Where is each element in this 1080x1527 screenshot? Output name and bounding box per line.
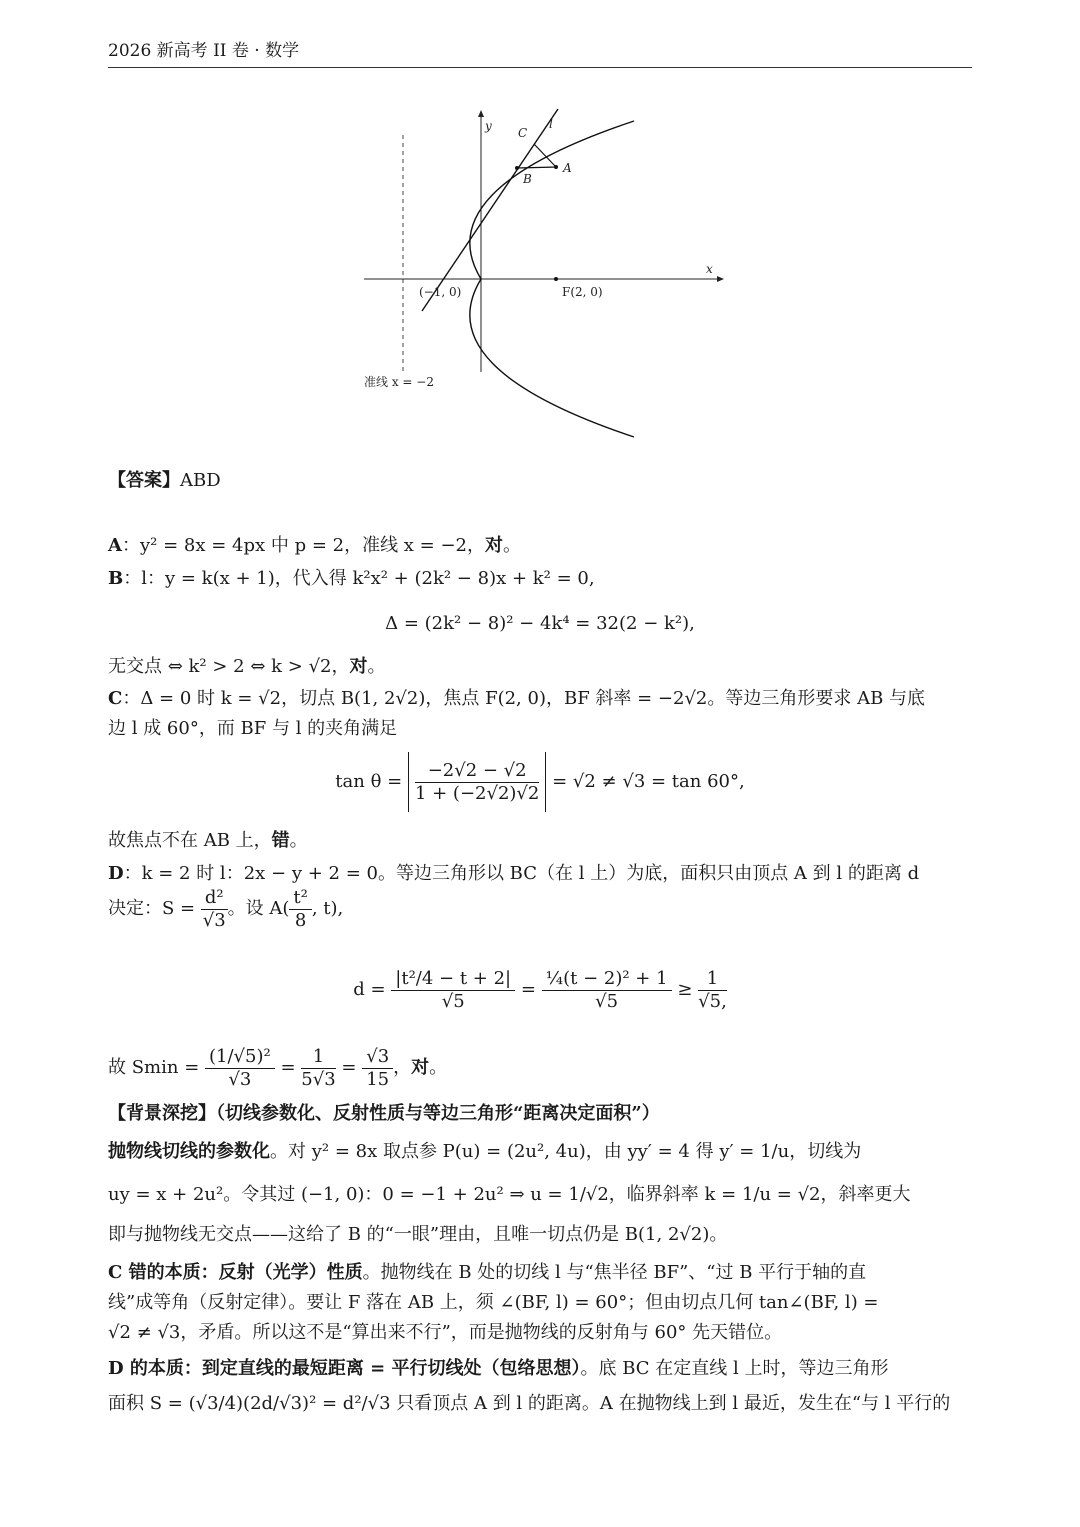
dist-frac1	[391, 968, 515, 1013]
bg-p2-text1: 。抛物线在 B 处的切线 l 与“焦半径 BF”、“过 B 平行于轴的直	[362, 1262, 867, 1283]
smin-frac2	[301, 1046, 335, 1091]
point-a-dot	[554, 165, 558, 169]
text-a: ：y² = 8x = 4px 中 p = 2，准线 x = −2，	[121, 535, 486, 556]
tag-b: B	[108, 568, 124, 589]
x-axis-label: x	[706, 262, 713, 276]
tan-abs	[408, 752, 546, 812]
bg-p1-line2: uy = x + 2u²。令其过 (−1, 0)：0 = −1 + 2u² ⇒ u = 1/√2，临界斜率 k = 1/u = √2，斜率更大	[108, 1184, 911, 1205]
smin-eq1: =	[280, 1057, 296, 1078]
verdict-b: 对	[349, 656, 368, 677]
a-num: t²	[289, 887, 311, 910]
s-num: d²	[201, 887, 228, 910]
bg-p3-line2: 面积 S = (√3/4)(2d/√3)² = d²/√3 只看顶点 A 到 l 的距离。A 在抛物线上到 l 最近，发生在“与 l 平行的	[108, 1393, 951, 1414]
text-d-1: ：k = 2 时 l：2x − y + 2 = 0。等边三角形以 BC（在 l 上）为底，面积只由顶点 A 到 l 的距离 d	[123, 863, 920, 884]
bg-p2-line1	[108, 1259, 972, 1287]
verdict-c: 错	[271, 830, 290, 851]
bg-p1-line1	[108, 1138, 972, 1166]
smin-den2: 5√3	[301, 1068, 336, 1090]
bg-p1-head: 抛物线切线的参数化	[108, 1141, 270, 1162]
dist-den1: √5	[441, 990, 465, 1012]
formula-b: Δ = (2k² − 8)² − 4k⁴ = 32(2 − k²),	[385, 613, 695, 634]
smin-num2: 1	[301, 1046, 335, 1069]
end-b: 。	[367, 656, 386, 677]
text-c-1: ：Δ = 0 时 k = √2，切点 B(1, 2√2)，焦点 F(2, 0)，BF 斜率 = −2√2。等边三角形要求 AB 与底	[122, 688, 926, 709]
d-line2-b: 。设 A(	[227, 898, 290, 919]
answer-value: ABD	[180, 470, 221, 491]
parabola-figure	[356, 100, 736, 445]
dist-frac2	[542, 968, 672, 1013]
point-a-label: A	[563, 161, 572, 175]
bg-p1-line3: 即与抛物线无交点——这给了 B 的“一眼”理由，且唯一切点仍是 B(1, 2√2)。	[108, 1224, 728, 1245]
dist-eq: =	[520, 979, 536, 1000]
point-c-label: C	[518, 126, 528, 140]
smin-line	[108, 1043, 972, 1093]
tan-frac	[415, 760, 539, 805]
solution-c-line1	[108, 685, 972, 713]
focus-label: F(2, 0)	[562, 285, 603, 299]
smin-den1: √3	[228, 1068, 252, 1090]
verdict-d: 对	[411, 1057, 430, 1078]
s-den: √3	[202, 909, 226, 931]
dist-frac3	[698, 968, 727, 1013]
triangle-abc	[517, 144, 556, 168]
smin-num3: √3	[362, 1046, 393, 1069]
tan-num: −2√2 − √2	[415, 760, 539, 783]
origin-point-label: (−1, 0)	[419, 285, 462, 299]
a-frac	[289, 887, 311, 932]
tan-rhs: = √2 ≠ √3 = tan 60°,	[552, 771, 745, 792]
smin-lhs: 故 Smin =	[108, 1057, 200, 1078]
conclusion-b	[108, 653, 972, 681]
point-b-label: B	[523, 172, 532, 186]
bg-p2-head: C 错的本质：反射（光学）性质	[108, 1262, 363, 1283]
answer-line	[108, 467, 972, 495]
s-frac	[201, 887, 228, 932]
y-axis-arrow	[478, 110, 484, 117]
d-line2-c: , t),	[311, 898, 344, 919]
x-axis-arrow	[717, 276, 724, 282]
end-a: 。	[503, 535, 522, 556]
solution-a	[108, 532, 972, 560]
formula-c	[108, 752, 972, 812]
tag-c: C	[108, 688, 123, 709]
tan-den: 1 + (−2√2)√2	[414, 782, 540, 804]
end-d: 。	[429, 1057, 448, 1078]
bg-p3-text1: 。底 BC 在定直线 l 上时，等边三角形	[580, 1358, 889, 1379]
formula-d	[108, 950, 972, 1030]
solution-c-line2: 边 l 成 60°，而 BF 与 l 的夹角满足	[108, 718, 398, 739]
dist-den2: √5	[595, 990, 619, 1012]
tag-a: A	[108, 535, 122, 556]
concl-b: 无交点 ⇔ k² > 2 ⇔ k > √2，	[108, 656, 350, 677]
smin-frac1	[205, 1046, 275, 1091]
y-axis-label: y	[485, 119, 492, 133]
d-line2-a: 决定：S =	[108, 898, 196, 919]
dist-lhs: d =	[353, 979, 386, 1000]
a-den: 8	[294, 909, 307, 931]
bg-p2-line3: √2 ≠ √3，矛盾。所以这不是“算出来不行”，而是抛物线的反射角与 60° 先天错位。	[108, 1322, 783, 1343]
bg-p1-text1: 。对 y² = 8x 取点参 P(u) = (2u², 4u)，由 yy′ = 4 得 y′ = 1/u，切线为	[270, 1141, 862, 1162]
tangent-line-l	[422, 109, 558, 311]
smin-eq2: =	[341, 1057, 357, 1078]
point-b-dot	[515, 166, 519, 170]
verdict-a: 对	[485, 535, 504, 556]
tan-lhs: tan θ =	[335, 771, 403, 792]
text-b: ：l：y = k(x + 1)，代入得 k²x² + (2k² − 8)x + k² = 0,	[123, 568, 595, 589]
smin-end: ，	[393, 1057, 412, 1078]
dist-num1: |t²/4 − t + 2|	[391, 968, 515, 991]
page-header: 2026 新高考 II 卷 · 数学	[108, 36, 972, 68]
dist-num2: ¼(t − 2)² + 1	[542, 968, 672, 991]
bg-p3-head: D 的本质：到定直线的最短距离 = 平行切线处（包络思想）	[108, 1358, 581, 1379]
dist-num3: 1	[698, 968, 727, 991]
concl-c: 故焦点不在 AB 上，	[108, 830, 272, 851]
solution-b	[108, 565, 972, 593]
line-l-label: l	[549, 117, 553, 131]
bg-p3-line1	[108, 1355, 972, 1383]
background-title-text: 【背景深挖】（切线参数化、反射性质与等边三角形“距离决定面积”）	[108, 1103, 660, 1124]
directrix-label: 准线 x = −2	[364, 375, 434, 389]
smin-den3: 15	[366, 1068, 390, 1090]
dist-ge: ≥	[677, 979, 693, 1000]
answer-label: 【答案】	[108, 470, 180, 491]
bg-p2-line2: 线”成等角（反射定律）。要让 F 落在 AB 上，须 ∠(BF, l) = 60°；但由切点几何 tan∠(BF, l) =	[108, 1292, 879, 1313]
dist-den3: √5,	[698, 990, 727, 1012]
background-title	[108, 1100, 972, 1128]
conclusion-c	[108, 827, 972, 855]
smin-frac3	[362, 1046, 393, 1091]
end-c: 。	[289, 830, 308, 851]
focus-dot	[554, 277, 558, 281]
solution-d-line2	[108, 884, 972, 934]
tag-d: D	[108, 863, 124, 884]
smin-num1: (1/√5)²	[205, 1046, 275, 1069]
